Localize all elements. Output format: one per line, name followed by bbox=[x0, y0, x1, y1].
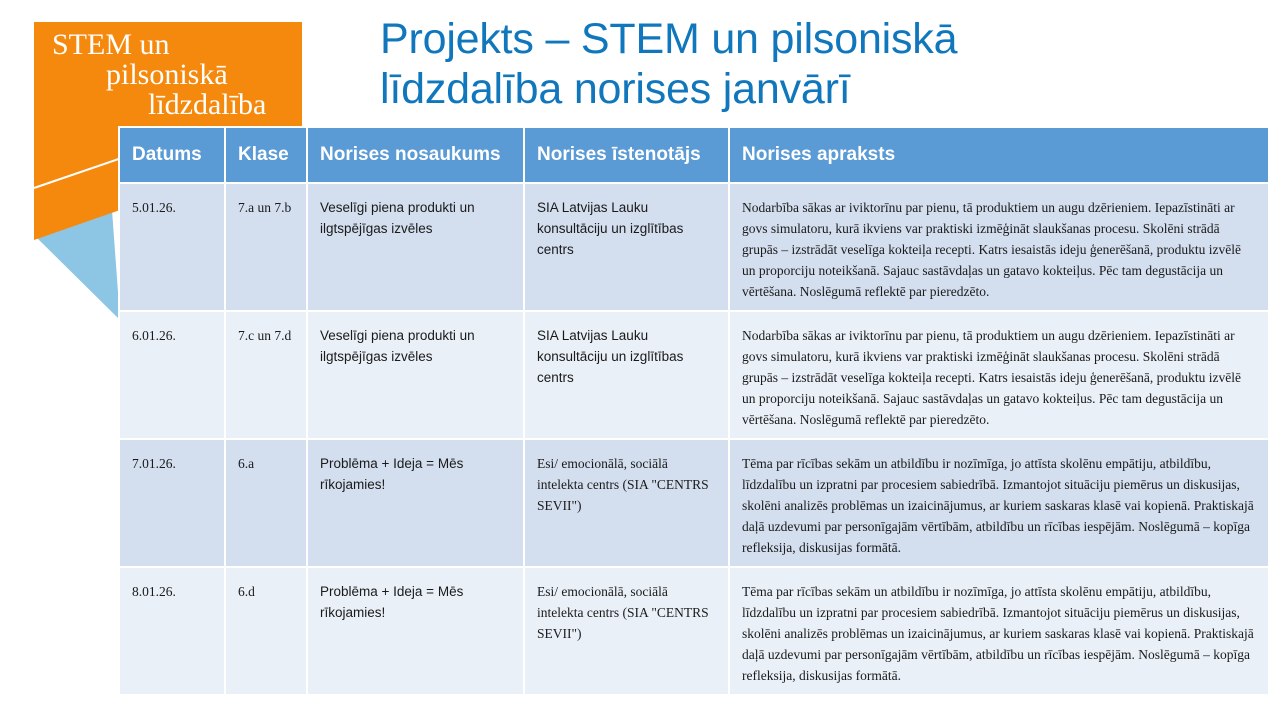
logo-line-2: pilsoniskā bbox=[106, 58, 228, 91]
logo-text bbox=[52, 30, 266, 120]
cell-provider: Esi/ emocionālā, sociālā intelekta centrs (SIA "CENTRS SEVII") bbox=[524, 439, 729, 567]
cell-date: 8.01.26. bbox=[119, 567, 225, 695]
table-header-row bbox=[119, 127, 1269, 183]
cell-date: 5.01.26. bbox=[119, 183, 225, 311]
logo-line-3: līdzdalība bbox=[148, 88, 267, 121]
logo-line-1: STEM un bbox=[52, 28, 170, 61]
table-row bbox=[119, 439, 1269, 567]
cell-description: Tēma par rīcības sekām un atbildību ir nozīmīga, jo attīsta skolēnu empātiju, atbildību, līdzdalību un izpratni par procesiem sabiedrībā. Izmantojot situāciju piemērus un diskusijas, skolēni analizēs problēmas un izaicinājumus, ar kuriem saskaras klasē vai kopienā. Praktiskajā daļā uzdevumi par personīgajām vērtībām, atbildību un rīcības iespējām. Noslēgumā – kopīga refleksija, diskusijas formātā. bbox=[729, 439, 1269, 567]
header-date: Datums bbox=[119, 127, 225, 183]
cell-name: Problēma + Ideja = Mēs rīkojamies! bbox=[307, 567, 524, 695]
cell-class: 6.d bbox=[225, 567, 307, 695]
cell-description: Tēma par rīcības sekām un atbildību ir nozīmīga, jo attīsta skolēnu empātiju, atbildību, līdzdalību un izpratni par procesiem sabiedrībā. Izmantojot situāciju piemērus un diskusijas, skolēni analizēs problēmas un izaicinājumus, ar kuriem saskaras klasē vai kopienā. Praktiskajā daļā uzdevumi par personīgajām vērtībām, atbildību un rīcības iespējām. Noslēgumā – kopīga refleksija, diskusijas formātā. bbox=[729, 567, 1269, 695]
header-description: Norises apraksts bbox=[729, 127, 1269, 183]
cell-provider: SIA Latvijas Lauku konsultāciju un izglītības centrs bbox=[524, 311, 729, 439]
header-provider: Norises īstenotājs bbox=[524, 127, 729, 183]
cell-provider: Esi/ emocionālā, sociālā intelekta centrs (SIA "CENTRS SEVII") bbox=[524, 567, 729, 695]
title-line-2: līdzdalība norises janvārī bbox=[380, 65, 851, 113]
header-name: Norises nosaukums bbox=[307, 127, 524, 183]
schedule-table bbox=[118, 126, 1270, 696]
table-row bbox=[119, 567, 1269, 695]
title-line-1: Projekts – STEM un pilsoniskā bbox=[380, 15, 958, 63]
cell-description: Nodarbība sākas ar iviktorīnu par pienu, tā produktiem un augu dzērieniem. Iepazīstināti ar govs simulatoru, kurā ikviens var praktiski izmēģināt slaukšanas procesu. Skolēni strādā grupās – izstrādāt veselīga kokteiļa recepti. Katrs iesaistās ideju ģenerēšanā, produktu izvēlē un proporciju noteikšanā. Sajauc sastāvdaļas un gatavo kokteiļus. Pēc tam degustācija un vērtēšana. Noslēgumā reflektē par pieredzēto. bbox=[729, 183, 1269, 311]
cell-date: 6.01.26. bbox=[119, 311, 225, 439]
cell-description: Nodarbība sākas ar iviktorīnu par pienu, tā produktiem un augu dzērieniem. Iepazīstināti ar govs simulatoru, kurā ikviens var praktiski izmēģināt slaukšanas procesu. Skolēni strādā grupās – izstrādāt veselīga kokteiļa recepti. Katrs iesaistās ideju ģenerēšanā, produktu izvēlē un proporciju noteikšanā. Sajauc sastāvdaļas un gatavo kokteiļus. Pēc tam degustācija un vērtēšana. Noslēgumā reflektē par pieredzēto. bbox=[729, 311, 1269, 439]
cell-name: Veselīgi piena produkti un ilgtspējīgas izvēles bbox=[307, 183, 524, 311]
header-class: Klase bbox=[225, 127, 307, 183]
cell-provider: SIA Latvijas Lauku konsultāciju un izglītības centrs bbox=[524, 183, 729, 311]
table-row bbox=[119, 311, 1269, 439]
page-title bbox=[380, 14, 1240, 114]
cell-name: Veselīgi piena produkti un ilgtspējīgas izvēles bbox=[307, 311, 524, 439]
table-row bbox=[119, 183, 1269, 311]
cell-class: 6.a bbox=[225, 439, 307, 567]
cell-class: 7.c un 7.d bbox=[225, 311, 307, 439]
cell-name: Problēma + Ideja = Mēs rīkojamies! bbox=[307, 439, 524, 567]
cell-class: 7.a un 7.b bbox=[225, 183, 307, 311]
cell-date: 7.01.26. bbox=[119, 439, 225, 567]
